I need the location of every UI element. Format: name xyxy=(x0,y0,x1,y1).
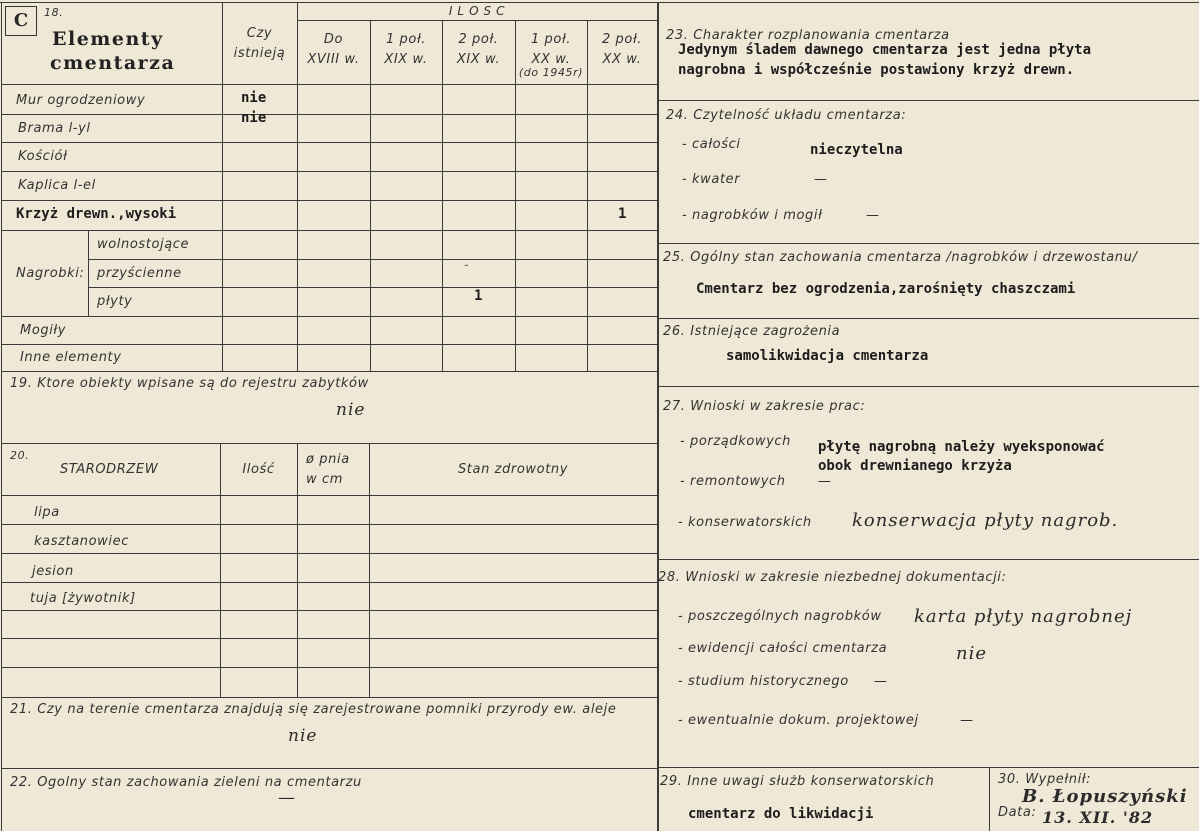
czy-header: Czy xyxy=(246,26,273,41)
section-23-line1: Jedynym śladem dawnego cmentarza jest jedna płyta xyxy=(678,42,1092,58)
row-krzyz: Krzyż drewn.,wysoki xyxy=(16,206,177,222)
projektowej-value: — xyxy=(960,713,974,728)
calosci-value: nieczytelna xyxy=(810,142,903,158)
section-23-label: 23. Charakter rozplanowania cmentarza xyxy=(666,28,950,43)
remontowych-label: - remontowych xyxy=(680,474,786,489)
istnieja-header: istnieją xyxy=(233,46,286,61)
center-divider xyxy=(657,2,659,831)
mur-value: nie xyxy=(241,90,267,106)
signature-name: B. Łopuszyński xyxy=(1022,786,1188,807)
tree-lipa: lipa xyxy=(34,505,60,520)
porzadkowych-value-1: płytę nagrobną należy wyeksponować xyxy=(818,439,1105,455)
porzadkowych-label: - porządkowych xyxy=(680,434,792,449)
porzadkowych-value-2: obok drewnianego krzyża xyxy=(818,458,1012,474)
tree-tuja: tuja [żywotnik] xyxy=(30,591,136,606)
row-plyty: płyty xyxy=(97,294,133,309)
section-21-value: nie xyxy=(288,726,318,746)
pnia-header-1: ø pnia xyxy=(306,452,350,467)
col-2pol-xix-b: XIX w. xyxy=(456,52,501,67)
remontowych-value: — xyxy=(818,474,832,489)
pnia-header-2: w cm xyxy=(306,472,343,487)
poszczegolnych-value: karta płyty nagrobnej xyxy=(914,606,1133,627)
elements-title-line1: Elementy xyxy=(52,28,164,50)
col-2pol-xx-b: XX w. xyxy=(602,52,642,67)
konserwatorskich-label: - konserwatorskich xyxy=(678,515,812,530)
section-23-line2: nagrobna i współcześnie postawiony krzyż drewn. xyxy=(678,62,1075,78)
col-1pol-xx-c: (do 1945r) xyxy=(518,66,584,79)
brama-value: nie xyxy=(241,110,267,126)
section-22-label: 22. Ogolny stan zachowania zieleni na cmentarzu xyxy=(10,775,362,790)
section-30-label: 30. Wypełnił: xyxy=(998,772,1092,787)
section-26-label: 26. Istniejące zagrożenia xyxy=(663,324,841,339)
left-border xyxy=(1,2,2,831)
ewidencji-value: nie xyxy=(956,643,988,664)
ewidencji-label: - ewidencji całości cmentarza xyxy=(678,641,888,656)
tree-jesion: jesion xyxy=(32,564,74,579)
section-28-label: 28. Wnioski w zakresie niezbednej dokumentacji: xyxy=(658,570,1007,585)
col-1pol-xix-b: XIX w. xyxy=(384,52,428,67)
section-18-number: 18. xyxy=(44,6,64,19)
kwater-value: — xyxy=(814,172,828,187)
row-nagrobki: Nagrobki: xyxy=(16,266,85,281)
studium-label: - studium historycznego xyxy=(678,674,849,689)
section-29-value: cmentarz do likwidacji xyxy=(688,806,874,822)
section-29-label: 29. Inne uwagi służb konserwatorskich xyxy=(660,774,935,789)
elements-title-line2: cmentarza xyxy=(50,52,176,74)
section-25-value: Cmentarz bez ogrodzenia,zarośnięty chaszczami xyxy=(696,281,1076,297)
section-20-number: 20. xyxy=(10,449,30,462)
section-letter-box: C xyxy=(5,6,37,36)
calosci-label: - całości xyxy=(682,137,741,152)
col-1pol-xx-a: 1 poł. xyxy=(530,32,572,47)
data-label: Data: xyxy=(998,805,1037,820)
nagrobkow-mogil-label: - nagrobków i mogił xyxy=(682,208,823,223)
projektowej-label: - ewentualnie dokum. projektowej xyxy=(678,713,919,728)
col-xviii-label: XVIII w. xyxy=(307,52,360,67)
col-2pol-xix-a: 2 poł. xyxy=(458,32,499,47)
row-przyscienne: przyścienne xyxy=(97,266,182,281)
row-inne: Inne elementy xyxy=(20,350,122,365)
section-22-value: — xyxy=(278,788,296,808)
ilosc-header: I L O S C xyxy=(448,4,506,18)
row-kaplica: Kaplica l-el xyxy=(18,178,96,193)
row-mur: Mur ogrodzeniowy xyxy=(16,93,146,108)
section-24-label: 24. Czytelność układu cmentarza: xyxy=(666,108,907,123)
col-1pol-xix-a: 1 poł. xyxy=(385,32,427,47)
tree-kasztanowiec: kasztanowiec xyxy=(34,534,129,549)
section-26-value: samolikwidacja cmentarza xyxy=(726,348,929,364)
krzyz-value: 1 xyxy=(618,206,627,222)
row-wolnostojace: wolnostojące xyxy=(97,237,190,252)
stan-header: Stan zdrowotny xyxy=(457,462,569,477)
section-19-value: nie xyxy=(336,400,366,420)
plyty-value: 1 xyxy=(474,288,483,304)
przyscienne-value: - xyxy=(464,258,470,273)
starodrzew-header: STARODRZEW xyxy=(60,462,159,477)
poszczegolnych-label: - poszczególnych nagrobków xyxy=(678,609,882,624)
konserwatorskich-value: konserwacja płyty nagrob. xyxy=(852,510,1119,531)
row-brama: Brama l-yl xyxy=(18,121,91,136)
section-27-label: 27. Wnioski w zakresie prac: xyxy=(663,399,866,414)
col-1pol-xx-b: XX w. xyxy=(531,52,571,67)
col-do-label: Do xyxy=(323,32,344,47)
studium-value: — xyxy=(874,674,888,689)
kwater-label: - kwater xyxy=(682,172,741,187)
nagrobkow-mogil-value: — xyxy=(866,208,880,223)
row-kosciol: Kościół xyxy=(18,149,68,164)
row-mogily: Mogiły xyxy=(20,323,67,338)
section-19-label: 19. Ktore obiekty wpisane są do rejestru zabytków xyxy=(10,376,369,391)
signature-date: 13. XII. '82 xyxy=(1042,808,1154,827)
section-21-label: 21. Czy na terenie cmentarza znajdują się zarejestrowane pomniki przyrody ew. aleje xyxy=(10,702,617,717)
ilosc-col-header: Ilość xyxy=(242,462,275,477)
col-2pol-xx-a: 2 poł. xyxy=(601,32,643,47)
section-25-label: 25. Ogólny stan zachowania cmentarza /nagrobków i drzewostanu/ xyxy=(663,250,1138,265)
